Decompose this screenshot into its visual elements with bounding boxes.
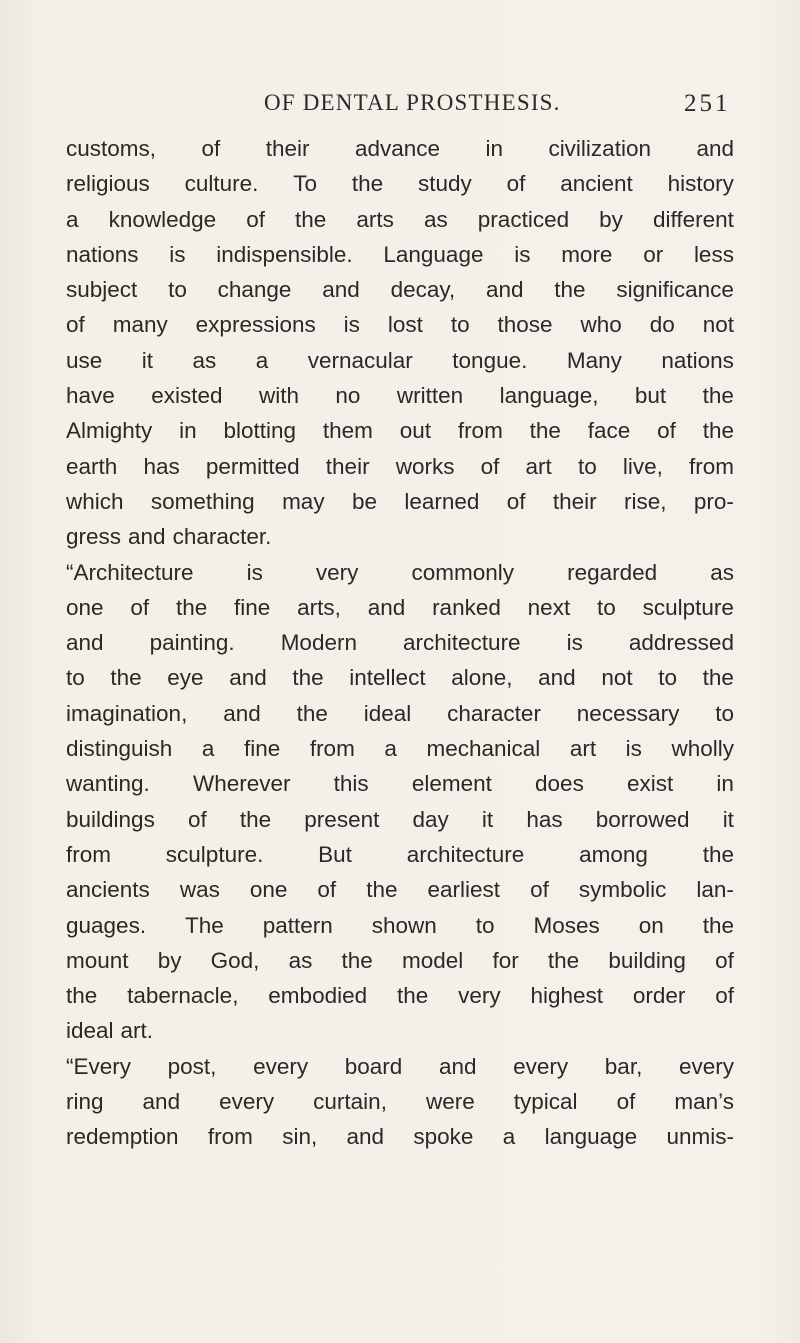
text-line: a knowledge of the arts as practiced by different (66, 206, 734, 232)
text-line: distinguish a fine from a mechanical art is wholly (66, 736, 734, 762)
text-line: buildings of the present day it has borrowed it (66, 806, 734, 832)
text-line: imagination, and the ideal character necessary to (66, 700, 734, 726)
body-text (66, 131, 734, 1155)
text-line: mount by God, as the model for the building of (66, 947, 734, 973)
text-line: of many expressions is lost to those who do not (66, 312, 734, 338)
running-head: OF DENTAL PROSTHESIS. (264, 90, 561, 115)
text-line: subject to change and decay, and the significance (66, 277, 734, 303)
text-line: Almighty in blotting them out from the face of the (66, 418, 734, 444)
text-line: earth has permitted their works of art to live, from (66, 453, 734, 479)
text-line: which something may be learned of their rise, pro- (66, 488, 734, 514)
text-line: use it as a vernacular tongue. Many nations (66, 347, 734, 373)
text-line: customs, of their advance in civilization and (66, 136, 734, 161)
text-line: have existed with no written language, but the (66, 383, 734, 409)
text-line: the tabernacle, embodied the very highest order of (66, 983, 734, 1009)
text-line: “Every post, every board and every bar, every (66, 1053, 734, 1079)
text-line: ideal art. (66, 1018, 154, 1044)
text-line: one of the fine arts, and ranked next to sculpture (66, 594, 734, 620)
text-line: nations is indispensible. Language is more or less (66, 241, 734, 267)
text-line: guages. The pattern shown to Moses on the (66, 912, 734, 938)
text-line: from sculpture. But architecture among the (66, 841, 734, 867)
text-line: redemption from sin, and spoke a language unmis- (66, 1124, 734, 1150)
text-line: and painting. Modern architecture is addressed (66, 630, 734, 656)
text-line: to the eye and the intellect alone, and not to the (66, 665, 734, 691)
page-number: 251 (684, 90, 731, 117)
text-line: “Architecture is very commonly regarded as (66, 559, 734, 585)
page-header (264, 90, 734, 124)
text-line: gress and character. (66, 524, 272, 550)
text-line: religious culture. To the study of ancient history (66, 171, 734, 197)
text-line: ancients was one of the earliest of symbolic lan- (66, 877, 734, 903)
text-line: wanting. Wherever this element does exist in (66, 771, 734, 797)
text-line: ring and every curtain, were typical of man’s (66, 1089, 734, 1115)
